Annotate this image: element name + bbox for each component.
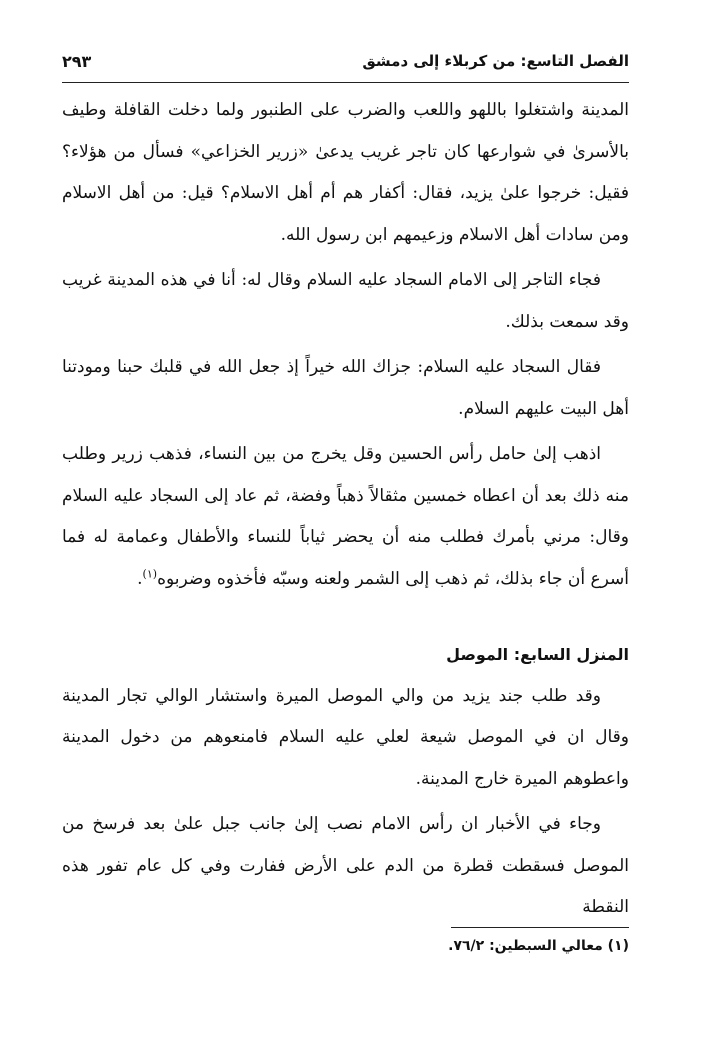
- paragraph-1: المدينة واشتغلوا باللهو واللعب والضرب على الطنبور ولما دخلت القافلة وطيف بالأسرىٰ في شوارعها كان تاجر غريب يدعىٰ «زرير الخزاعي» فسأل من هؤلاء؟ فقيل: خرجوا علىٰ يزيد، فقال: أكفار هم أم أهل الاسلام؟ قيل: من أهل الاسلام ومن سادات أهل الاسلام وزعيمهم ابن رسول الله.: [62, 100, 629, 245]
- paragraph-3: فقال السجاد عليه السلام: جزاك الله خيراً إذ جعل الله في قلبك حبنا ومودتنا أهل البيت عليهم السلام.: [62, 357, 629, 419]
- running-title: الفصل التاسع: من كربلاء إلى دمشق: [362, 52, 629, 70]
- paragraph-4-text: اذهب إلىٰ حامل رأس الحسين وقل يخرج من بين النساء، فذهب زرير وطلب منه ذلك بعد أن اعطاه خمسين مثقالاً ذهباً وفضة، ثم عاد إلى السجاد عليه السلام وقال: مرني بأمرك فطلب منه أن يحضر ثياباً للنساء والأطفال وعمامة له فما أسرع أن جاء بذلك، ثم ذهب إلى الشمر ولعنه وسبّه فأخذوه وضربوه: [62, 444, 630, 589]
- footnote: (١) معالي السبطين: ٧٦/٢.: [448, 938, 629, 954]
- footnote-rule: [451, 927, 629, 928]
- paragraph-4: [62, 434, 629, 600]
- page-header: [62, 46, 629, 76]
- paragraph-6: وجاء في الأخبار ان رأس الامام نصب إلىٰ جانب جبل علىٰ بعد فرسخ من الموصل فسقطت قطرة من الدم على الأرض ففارت وفي كل عام تفور هذه النقطة: [62, 814, 629, 917]
- footnote-marker: (١): [142, 566, 158, 580]
- body-text: [62, 90, 629, 933]
- paragraph-2: فجاء التاجر إلى الامام السجاد عليه السلام وقال له: أنا في هذه المدينة غريب وقد سمعت بذلك.: [62, 270, 629, 332]
- paragraph-5: وقد طلب جند يزيد من والي الموصل الميرة واستشار الوالي تجار المدينة وقال ان في الموصل شيعة لعلي عليه السلام فامنعوهم من دخول المدينة واعطوهم الميرة خارج المدينة.: [62, 685, 629, 789]
- section-heading: المنزل السابع: الموصل: [446, 645, 629, 664]
- header-rule: [62, 82, 629, 83]
- page-number: ٢٩٣: [62, 51, 92, 71]
- paragraph-4-end: .: [137, 568, 143, 589]
